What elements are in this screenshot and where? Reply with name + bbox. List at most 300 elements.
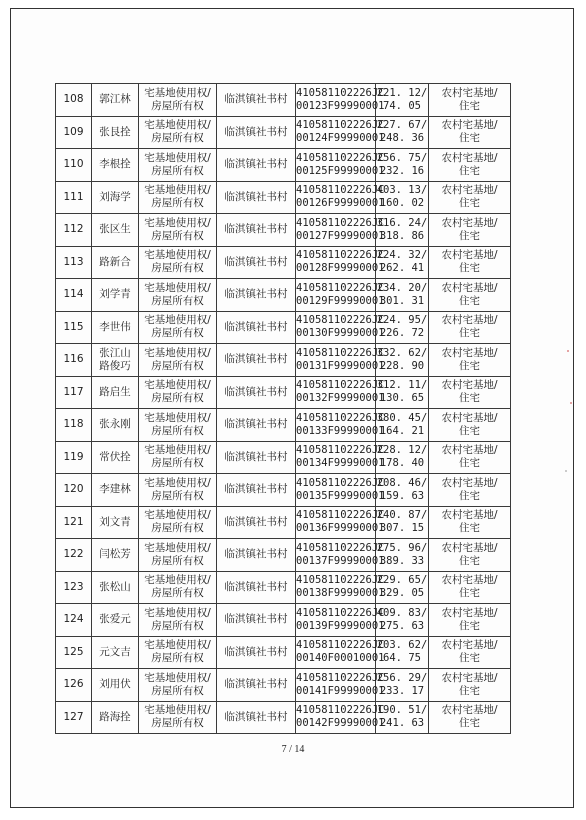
cell-unit-code-line: 410581102226JC [296,151,385,164]
cell-land-use-line: 农村宅基地/ [441,151,498,164]
cell-right-type [139,279,217,312]
cell-right-type-line: 房屋所有权 [151,652,204,665]
cell-number: 109 [56,116,92,149]
cell-land-use-line: 农村宅基地/ [441,476,498,489]
cell-right-type-line: 房屋所有权 [151,522,204,535]
cell-unit-code-line: 00124F99990001 [296,132,385,145]
cell-number: 117 [56,376,92,409]
table-row [56,636,511,669]
cell-land-use [429,604,511,637]
cell-number: 114 [56,279,92,312]
cell-unit-code-line: 00134F99990001 [296,457,385,470]
cell-unit-code-line: 410581102226JC [296,379,385,392]
cell-area [376,409,429,442]
cell-area-line: 256. 75/ [376,151,428,164]
cell-land-use [429,409,511,442]
cell-unit-code [296,701,385,734]
cell-right-type [139,214,217,247]
cell-right-type-line: 房屋所有权 [151,717,204,730]
cell-right-type-line: 房屋所有权 [151,489,204,502]
cell-land-use-line: 农村宅基地/ [441,704,498,717]
cell-right-type-line: 宅基地使用权/ [144,509,211,522]
cell-location: 临淇镇社书村 [217,701,296,734]
cell-right-type [139,571,217,604]
cell-unit-code [296,116,385,149]
cell-area [376,246,429,279]
cell-land-use-line: 农村宅基地/ [441,86,498,99]
cell-owner-name [92,84,139,117]
cell-area [376,376,429,409]
table-row [56,701,511,734]
cell-unit-code-line: 00142F99990001 [296,717,385,730]
cell-owner-name [92,214,139,247]
cell-right-type-line: 宅基地使用权/ [144,119,211,132]
cell-right-type-line: 房屋所有权 [151,619,204,632]
cell-land-use [429,701,511,734]
cell-unit-code-line: 00133F99990001 [296,424,385,437]
cell-right-type-line: 宅基地使用权/ [144,281,211,294]
cell-area [376,149,429,182]
cell-land-use-line: 农村宅基地/ [441,346,498,359]
cell-number: 123 [56,571,92,604]
cell-unit-code-line: 410581102226JC [296,249,385,262]
cell-owner-name [92,181,139,214]
cell-right-type-line: 宅基地使用权/ [144,541,211,554]
cell-owner-name-line: 李建林 [99,483,131,496]
cell-land-use-line: 农村宅基地/ [441,671,498,684]
cell-area [376,116,429,149]
cell-unit-code [296,506,385,539]
cell-location: 临淇镇社书村 [217,84,296,117]
cell-location: 临淇镇社书村 [217,604,296,637]
cell-right-type [139,409,217,442]
cell-area-line: 275. 96/ [376,541,428,554]
cell-right-type [139,441,217,474]
scan-mark [567,350,569,352]
cell-land-use-line: 住宅 [459,197,480,210]
cell-land-use-line: 住宅 [459,229,480,242]
cell-unit-code-line: 00141F99990001 [296,684,385,697]
cell-owner-name-line: 路海拴 [99,710,131,723]
cell-right-type-line: 房屋所有权 [151,684,204,697]
cell-land-use-line: 住宅 [459,424,480,437]
cell-land-use [429,181,511,214]
cell-owner-name-line: 路启生 [99,385,131,398]
cell-owner-name-line: 路俊巧 [99,359,131,372]
cell-area-line: 130. 65 [379,392,425,405]
cell-unit-code [296,344,385,377]
cell-area-line: 234. 20/ [376,281,428,294]
cell-area-line: 240. 87/ [376,509,428,522]
cell-owner-name [92,506,139,539]
cell-right-type-line: 房屋所有权 [151,457,204,470]
table-row [56,604,511,637]
cell-area-line: 160. 02 [379,197,425,210]
cell-land-use-line: 住宅 [459,294,480,307]
cell-unit-code [296,409,385,442]
cell-right-type-line: 宅基地使用权/ [144,249,211,262]
cell-land-use-line: 住宅 [459,652,480,665]
cell-number: 121 [56,506,92,539]
cell-area-line: 241. 63 [379,717,425,730]
cell-right-type-line: 房屋所有权 [151,554,204,567]
cell-right-type [139,669,217,702]
cell-number: 122 [56,539,92,572]
cell-unit-code-line: 410581102226JC [296,671,385,684]
cell-owner-name-line: 张爱元 [99,613,131,626]
cell-unit-code-line: 00123F99990001 [296,99,385,112]
cell-owner-name [92,669,139,702]
cell-right-type-line: 宅基地使用权/ [144,444,211,457]
cell-land-use-line: 住宅 [459,522,480,535]
table-row [56,214,511,247]
cell-unit-code-line: 00126F99990001 [296,197,385,210]
cell-right-type [139,474,217,507]
cell-unit-code-line: 00138F99990001 [296,587,385,600]
cell-location: 临淇镇社书村 [217,246,296,279]
cell-land-use-line: 住宅 [459,619,480,632]
cell-area-line: 233. 17 [379,684,425,697]
cell-owner-name-line: 张区生 [99,223,131,236]
table-row [56,181,511,214]
cell-location: 临淇镇社书村 [217,279,296,312]
cell-area-line: 221. 12/ [376,86,428,99]
cell-right-type-line: 宅基地使用权/ [144,346,211,359]
cell-right-type-line: 房屋所有权 [151,294,204,307]
cell-owner-name [92,279,139,312]
cell-location: 临淇镇社书村 [217,669,296,702]
cell-owner-name [92,701,139,734]
cell-owner-name-line: 张永刚 [99,418,131,431]
cell-land-use [429,149,511,182]
cell-area-line: 164. 21 [379,424,425,437]
cell-unit-code [296,604,385,637]
cell-area-line: 318. 86 [379,229,425,242]
cell-land-use-line: 住宅 [459,164,480,177]
cell-right-type-line: 房屋所有权 [151,132,204,145]
cell-location: 临淇镇社书村 [217,539,296,572]
cell-right-type [139,636,217,669]
cell-owner-name [92,409,139,442]
cell-land-use [429,344,511,377]
table-row [56,669,511,702]
cell-area [376,474,429,507]
cell-right-type-line: 房屋所有权 [151,359,204,372]
cell-owner-name-line: 路新合 [99,255,131,268]
cell-right-type [139,604,217,637]
cell-location: 临淇镇社书村 [217,571,296,604]
cell-unit-code [296,279,385,312]
cell-area-line: 409. 83/ [376,606,428,619]
cell-area-line: 74. 05 [383,99,421,112]
cell-unit-code-line: 00125F99990001 [296,164,385,177]
cell-location: 临淇镇社书村 [217,474,296,507]
cell-right-type [139,84,217,117]
table-row [56,116,511,149]
table-row [56,474,511,507]
cell-land-use-line: 农村宅基地/ [441,184,498,197]
cell-unit-code-line: 00137F99990001 [296,554,385,567]
cell-area-line: 64. 75 [383,652,421,665]
cell-right-type-line: 宅基地使用权/ [144,606,211,619]
cell-right-type-line: 房屋所有权 [151,392,204,405]
cell-unit-code [296,571,385,604]
cell-right-type-line: 房屋所有权 [151,229,204,242]
cell-area-line: 329. 05 [379,587,425,600]
cell-unit-code-line: 410581102226JC [296,606,385,619]
cell-area [376,214,429,247]
cell-area [376,701,429,734]
cell-owner-name-line: 刘海学 [99,190,131,203]
cell-land-use-line: 住宅 [459,457,480,470]
table-row [56,246,511,279]
cell-area-line: 403. 13/ [376,184,428,197]
cell-unit-code [296,441,385,474]
cell-land-use-line: 住宅 [459,359,480,372]
cell-area [376,84,429,117]
scan-mark [565,470,567,472]
cell-owner-name [92,571,139,604]
table-row [56,409,511,442]
cell-owner-name [92,246,139,279]
cell-area-line: 307. 15 [379,522,425,535]
cell-unit-code-line: 410581102226JC [296,314,385,327]
table-row [56,149,511,182]
cell-number: 108 [56,84,92,117]
cell-area-line: 262. 41 [379,262,425,275]
cell-right-type-line: 宅基地使用权/ [144,151,211,164]
cell-land-use-line: 农村宅基地/ [441,444,498,457]
cell-number: 112 [56,214,92,247]
cell-area [376,344,429,377]
cell-unit-code-line: 00132F99990001 [296,392,385,405]
cell-owner-name-line: 张松山 [99,580,131,593]
cell-land-use-line: 农村宅基地/ [441,541,498,554]
cell-right-type-line: 宅基地使用权/ [144,216,211,229]
cell-land-use-line: 农村宅基地/ [441,249,498,262]
table-row [56,571,511,604]
cell-land-use-line: 住宅 [459,587,480,600]
cell-owner-name [92,474,139,507]
cell-land-use-line: 住宅 [459,554,480,567]
cell-land-use [429,279,511,312]
cell-unit-code-line: 00129F99990001 [296,294,385,307]
cell-right-type-line: 宅基地使用权/ [144,314,211,327]
cell-area-line: 389. 33 [379,554,425,567]
cell-area-line: 301. 31 [379,294,425,307]
cell-unit-code-line: 00128F99990001 [296,262,385,275]
cell-area [376,279,429,312]
cell-unit-code-line: 00130F99990001 [296,327,385,340]
cell-number: 127 [56,701,92,734]
cell-land-use-line: 农村宅基地/ [441,281,498,294]
table-row [56,311,511,344]
cell-land-use [429,116,511,149]
cell-land-use [429,636,511,669]
cell-number: 124 [56,604,92,637]
cell-land-use-line: 农村宅基地/ [441,119,498,132]
cell-land-use-line: 住宅 [459,684,480,697]
cell-location: 临淇镇社书村 [217,149,296,182]
cell-owner-name-line: 刘学青 [99,288,131,301]
cell-land-use-line: 农村宅基地/ [441,606,498,619]
cell-unit-code-line: 00131F99990001 [296,359,385,372]
cell-unit-code-line: 410581102226JC [296,346,385,359]
cell-right-type [139,376,217,409]
cell-land-use-line: 住宅 [459,392,480,405]
cell-owner-name-line: 李根拴 [99,158,131,171]
cell-right-type-line: 房屋所有权 [151,197,204,210]
cell-owner-name [92,311,139,344]
table-row [56,441,511,474]
cell-unit-code-line: 00136F99990001 [296,522,385,535]
cell-area [376,669,429,702]
cell-land-use [429,441,511,474]
cell-right-type-line: 房屋所有权 [151,587,204,600]
cell-right-type [139,181,217,214]
cell-land-use-line: 住宅 [459,99,480,112]
cell-area [376,181,429,214]
cell-location: 临淇镇社书村 [217,409,296,442]
cell-unit-code-line: 410581102226JC [296,704,385,717]
cell-right-type-line: 房屋所有权 [151,164,204,177]
cell-right-type-line: 宅基地使用权/ [144,411,211,424]
cell-owner-name [92,344,139,377]
cell-number: 116 [56,344,92,377]
cell-unit-code-line: 00127F99990001 [296,229,385,242]
cell-land-use [429,376,511,409]
cell-unit-code [296,214,385,247]
cell-land-use [429,474,511,507]
cell-land-use-line: 住宅 [459,717,480,730]
cell-land-use [429,246,511,279]
table-row [56,376,511,409]
table-row [56,84,511,117]
cell-unit-code [296,149,385,182]
cell-right-type [139,539,217,572]
cell-right-type [139,311,217,344]
cell-unit-code [296,311,385,344]
cell-land-use-line: 住宅 [459,489,480,502]
cell-area-line: 229. 65/ [376,574,428,587]
cell-owner-name [92,149,139,182]
cell-unit-code-line: 00139F99990001 [296,619,385,632]
cell-area-line: 232. 16 [379,164,425,177]
cell-number: 111 [56,181,92,214]
cell-right-type-line: 房屋所有权 [151,99,204,112]
cell-owner-name-line: 张江山 [99,346,131,359]
cell-unit-code-line: 410581102226JC [296,476,385,489]
cell-area-line: 380. 45/ [376,411,428,424]
cell-location: 临淇镇社书村 [217,506,296,539]
cell-unit-code [296,636,385,669]
cell-area-line: 224. 95/ [376,314,428,327]
cell-area [376,441,429,474]
cell-unit-code-line: 00135F99990001 [296,489,385,502]
cell-owner-name-line: 郭江林 [99,93,131,106]
cell-right-type [139,149,217,182]
table-row [56,539,511,572]
cell-right-type-line: 宅基地使用权/ [144,184,211,197]
cell-right-type-line: 宅基地使用权/ [144,639,211,652]
cell-land-use-line: 农村宅基地/ [441,639,498,652]
cell-land-use [429,669,511,702]
cell-land-use [429,311,511,344]
cell-unit-code-line: 410581102226JC [296,119,385,132]
cell-unit-code-line: 410581102226JC [296,281,385,294]
cell-right-type-line: 宅基地使用权/ [144,671,211,684]
cell-land-use [429,539,511,572]
cell-land-use [429,506,511,539]
cell-unit-code [296,84,385,117]
cell-right-type-line: 房屋所有权 [151,262,204,275]
table-row [56,344,511,377]
cell-location: 临淇镇社书村 [217,116,296,149]
cell-location: 临淇镇社书村 [217,181,296,214]
cell-unit-code-line: 410581102226JC [296,411,385,424]
cell-owner-name [92,376,139,409]
cell-area [376,571,429,604]
table-row [56,279,511,312]
cell-owner-name-line: 元文吉 [99,645,131,658]
cell-area [376,539,429,572]
cell-number: 115 [56,311,92,344]
table-row [56,506,511,539]
cell-number: 126 [56,669,92,702]
cell-right-type-line: 宅基地使用权/ [144,86,211,99]
cell-right-type [139,701,217,734]
cell-land-use-line: 住宅 [459,262,480,275]
cell-owner-name-line: 刘文青 [99,515,131,528]
cell-right-type [139,506,217,539]
cell-unit-code-line: 410581102226JC [296,541,385,554]
cell-unit-code-line: 410581102226JC [296,184,385,197]
cell-area-line: 190. 51/ [376,704,428,717]
cell-area [376,506,429,539]
cell-unit-code-line: 410581102226JC [296,574,385,587]
cell-land-use [429,571,511,604]
cell-land-use-line: 农村宅基地/ [441,379,498,392]
cell-area-line: 159. 63 [379,489,425,502]
registration-table [55,83,511,734]
cell-land-use-line: 农村宅基地/ [441,216,498,229]
cell-number: 125 [56,636,92,669]
page-number: 7 / 14 [281,744,305,755]
cell-area-line: 316. 24/ [376,216,428,229]
cell-land-use [429,214,511,247]
cell-unit-code-line: 410581102226JC [296,639,385,652]
cell-unit-code [296,539,385,572]
cell-number: 113 [56,246,92,279]
cell-area-line: 228. 12/ [376,444,428,457]
cell-area-line: 228. 90 [379,359,425,372]
cell-area-line: 178. 40 [379,457,425,470]
cell-location: 临淇镇社书村 [217,214,296,247]
cell-land-use-line: 农村宅基地/ [441,411,498,424]
cell-location: 临淇镇社书村 [217,441,296,474]
cell-right-type [139,116,217,149]
cell-owner-name-line: 李世伟 [99,320,131,333]
cell-area-line: 312. 11/ [376,379,428,392]
cell-right-type-line: 宅基地使用权/ [144,476,211,489]
cell-land-use-line: 农村宅基地/ [441,314,498,327]
cell-area [376,636,429,669]
cell-area-line: 256. 29/ [376,671,428,684]
cell-unit-code-line: 410581102226JC [296,444,385,457]
cell-right-type [139,246,217,279]
cell-unit-code-line: 410581102226JC [296,86,385,99]
cell-owner-name [92,539,139,572]
